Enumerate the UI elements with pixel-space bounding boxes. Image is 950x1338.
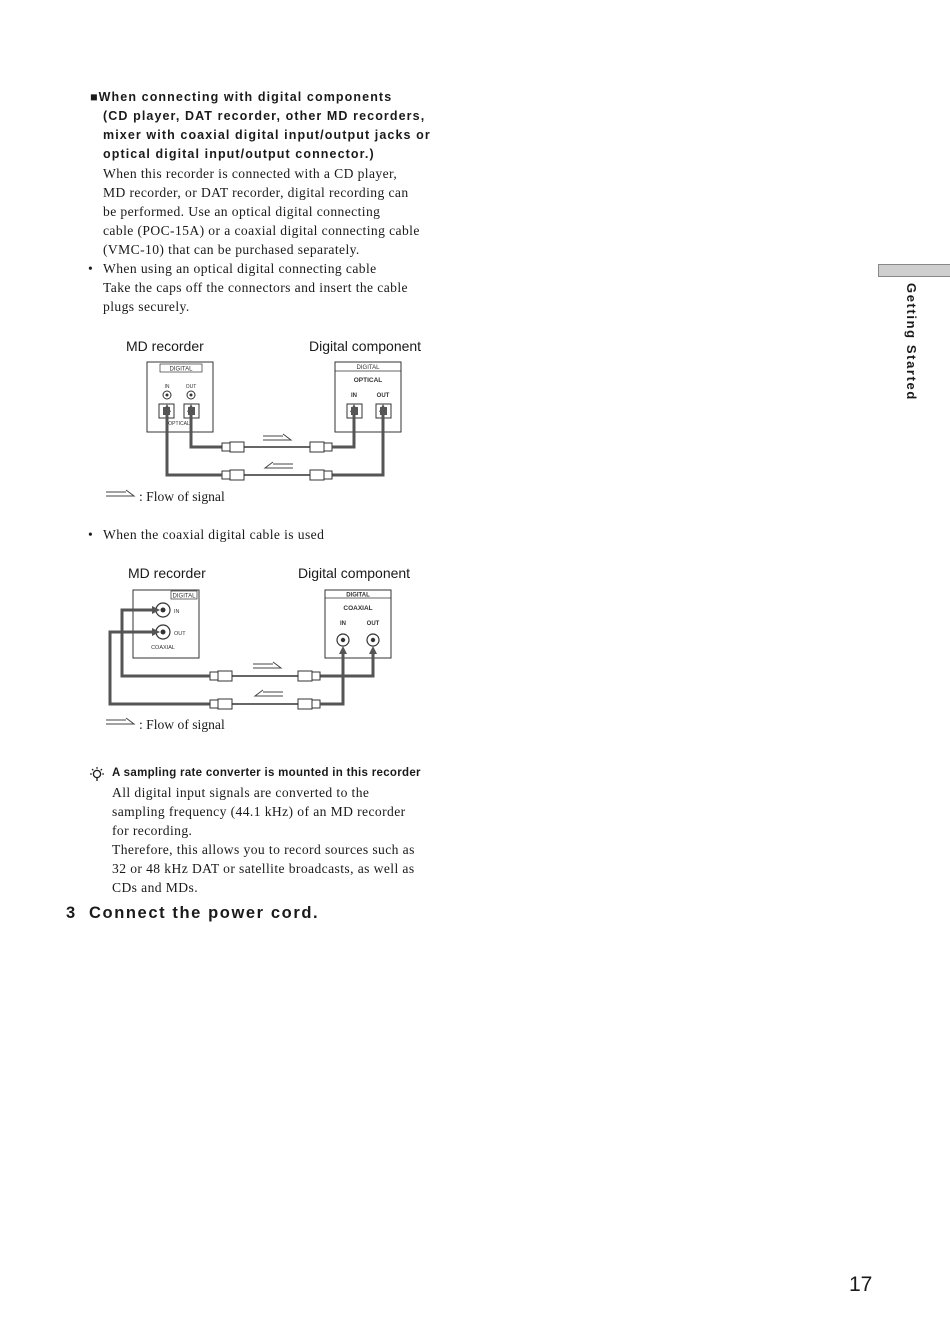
side-tab-bar [878,264,950,277]
lightbulb-icon [88,766,106,784]
legend-text: : Flow of signal [139,489,225,504]
in-label: IN [351,393,357,399]
md-recorder-panel [133,590,199,658]
out-label: OUT [376,393,390,399]
legend-arrow-icon [106,490,134,496]
section-heading [90,88,431,164]
side-tab-label: Getting Started [904,283,919,401]
intro-line: be performed. Use an optical digital connecting [103,204,381,219]
coaxial-cable-upper [110,628,347,709]
intro-line: When this recorder is connected with a CD player, [103,166,398,181]
heading-line: mixer with coaxial digital input/output jacks or [103,128,431,142]
md-recorder-label: MD recorder [128,565,206,581]
step-number: 3 [66,904,77,922]
step-text: Connect the power cord. [89,904,320,922]
heading-line: (CD player, DAT recorder, other MD recorders, [103,109,426,123]
digital-component-panel [325,590,391,658]
out-label: OUT [366,621,380,627]
intro-line: MD recorder, or DAT recorder, digital recording can [103,185,409,200]
legend-arrow-icon [106,718,134,724]
in-label: IN [340,621,346,627]
bullet-marker: • [88,261,94,276]
tip-line: All digital input signals are converted to the [112,785,370,800]
heading-line: ■When connecting with digital components [90,90,393,104]
intro-line: (VMC-10) that can be purchased separately. [103,242,360,257]
intro-paragraph [103,164,420,259]
flow-arrow-right-icon [253,662,281,668]
panel-title: DIGITAL [356,365,380,371]
tip-line: for recording. [112,823,193,838]
digital-component-label: Digital component [309,338,422,354]
in-label: IN [174,609,180,615]
tip-line: CDs and MDs. [112,880,198,895]
out-label: OUT [185,384,197,390]
out-label: OUT [174,631,186,637]
panel-type: COAXIAL [151,645,175,651]
optical-connection-diagram [100,330,440,515]
coaxial-connection-diagram [100,558,440,743]
panel-title: DIGITAL [169,366,193,373]
legend-text: : Flow of signal [139,717,225,732]
md-recorder-label: MD recorder [126,338,204,354]
digital-component-panel [335,362,401,432]
bullet-line: Take the caps off the connectors and insert the cable [103,280,408,295]
digital-component-label: Digital component [298,565,411,581]
bullet-marker: • [88,527,94,542]
panel-type: OPTICAL [168,421,190,427]
tip-line: sampling frequency (44.1 kHz) of an MD recorder [112,804,406,819]
intro-line: cable (POC-15A) or a coaxial digital connecting cable [103,223,420,238]
in-label: IN [164,384,170,390]
tip-line: Therefore, this allows you to record sources such as [112,842,415,857]
tip-title: A sampling rate converter is mounted in this recorder [112,767,421,779]
page-number: 17 [849,1273,873,1296]
heading-line: optical digital input/output connector.) [103,147,375,161]
panel-type: COAXIAL [343,605,373,612]
bullet-optical [103,259,408,316]
bullet-coaxial: When the coaxial digital cable is used [103,527,325,542]
panel-title: DIGITAL [346,592,370,599]
bullet-line: plugs securely. [103,299,190,314]
tip-body [112,783,415,897]
md-recorder-panel [147,362,213,432]
bullet-line: When using an optical digital connecting cable [103,261,377,276]
flow-arrow-right-icon [263,434,291,440]
flow-arrow-left-icon [265,462,293,468]
tip-line: 32 or 48 kHz DAT or satellite broadcasts, as well as [112,861,415,876]
panel-title: DIGITAL [172,593,196,600]
flow-arrow-left-icon [255,690,283,696]
panel-type: OPTICAL [353,377,383,384]
